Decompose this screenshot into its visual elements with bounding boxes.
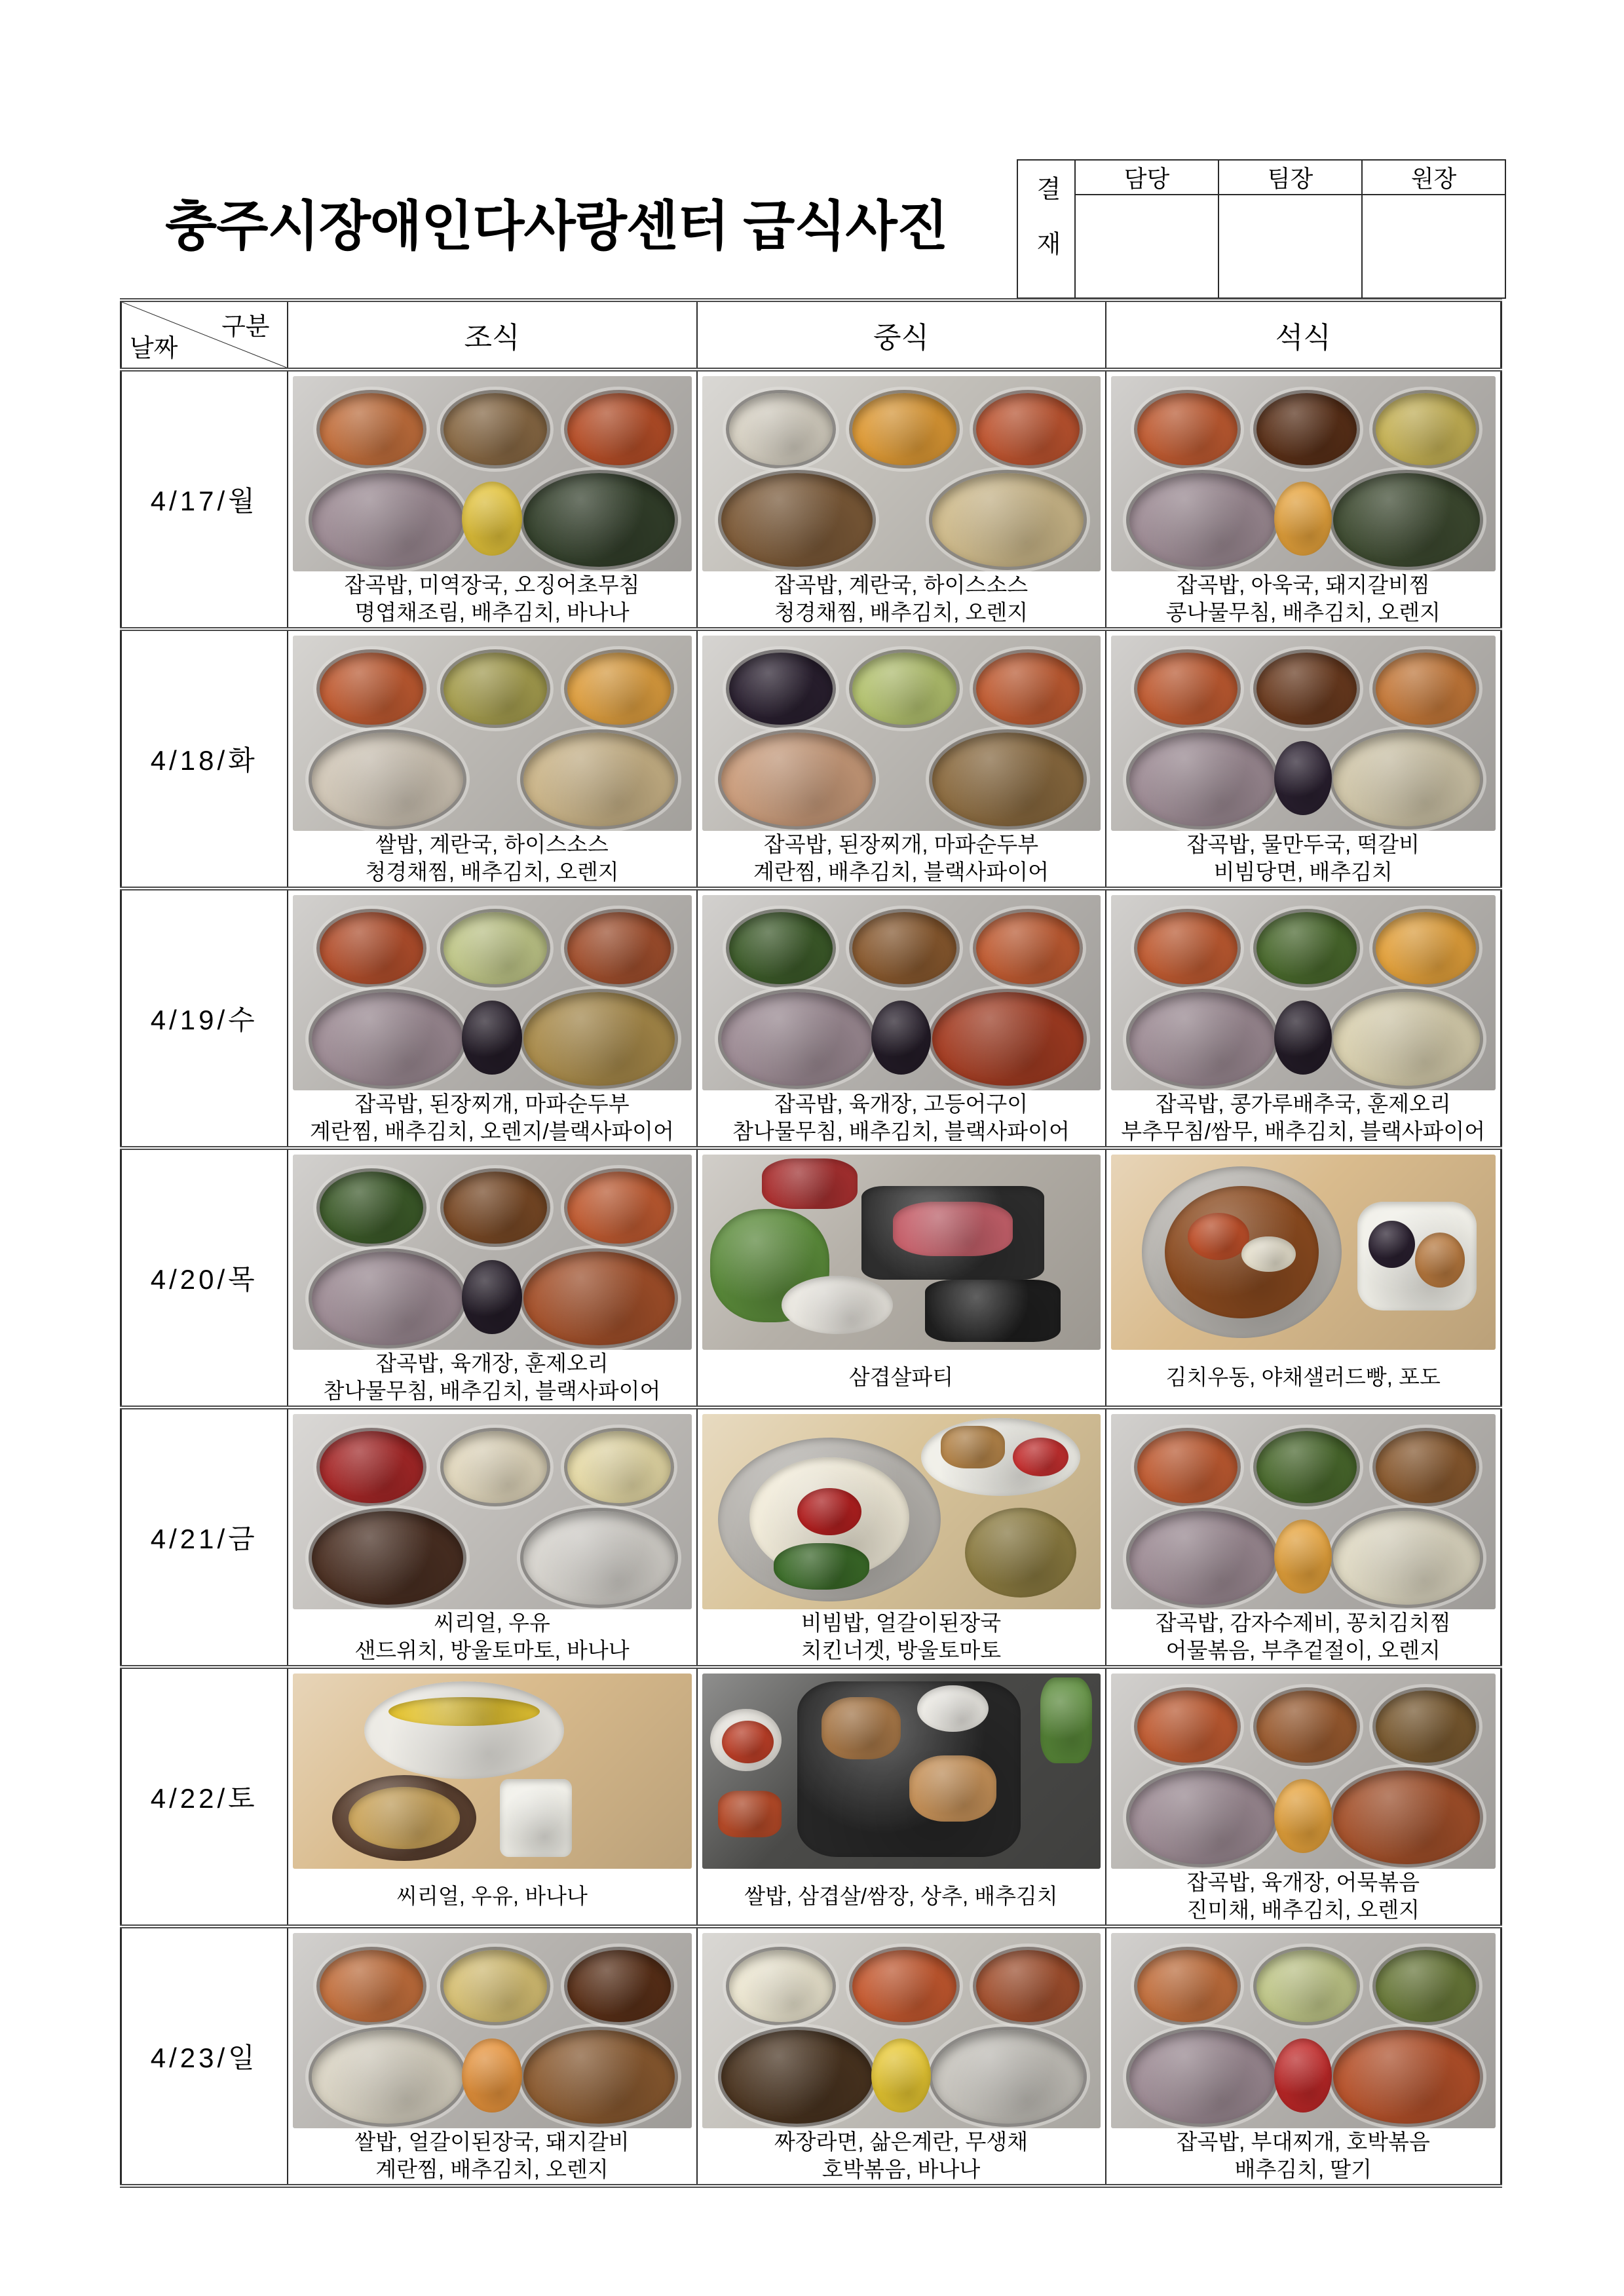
food-accent [1274, 1520, 1332, 1594]
food-bowl [718, 729, 876, 830]
meal-photo [1111, 895, 1496, 1090]
food-bowl [1253, 649, 1360, 728]
food-accent [1274, 1001, 1332, 1075]
food-bowl [1372, 1947, 1479, 2025]
menu-row [121, 1667, 1501, 1926]
food-bowl [564, 1428, 674, 1506]
meal-photo [293, 636, 692, 831]
menu-row [121, 370, 1501, 629]
food-bowl [316, 1168, 426, 1247]
food-accent [462, 482, 521, 556]
menu-text-line: 진미채, 배추김치, 오렌지 [1186, 1898, 1420, 1922]
food-bowl [1134, 1947, 1241, 2025]
menu-text-line: 잡곡밥, 육개장, 고등어구이 [774, 1092, 1029, 1116]
menu-header-row [121, 300, 1501, 370]
food-bowl [849, 649, 959, 728]
food-bowl [726, 909, 836, 987]
food-item [364, 1681, 564, 1779]
meal-cell [288, 370, 697, 629]
approval-signature-cell [1362, 195, 1505, 298]
menu-text-line: 비빔밥, 얼갈이된장국 [801, 1611, 1002, 1635]
food-accent [1274, 1779, 1332, 1853]
food-item [1013, 1438, 1068, 1477]
meal-photo [702, 1674, 1101, 1869]
meal-menu-text [1106, 1090, 1501, 1145]
food-bowl [849, 1947, 959, 2025]
food-bowl [564, 909, 674, 987]
approval-header-row [1017, 160, 1505, 195]
food-item [722, 1721, 774, 1764]
food-accent [871, 1001, 931, 1075]
date-cell: 4/20/목 [121, 1148, 288, 1407]
meal-cell [288, 1407, 697, 1667]
food-bowl [1330, 989, 1482, 1089]
food-bowl [726, 649, 836, 728]
menu-text-line: 잡곡밥, 육개장, 어묵볶음 [1186, 1870, 1420, 1894]
food-item [1369, 1221, 1415, 1268]
meal-photo [293, 1674, 692, 1869]
food-item [388, 1697, 540, 1727]
menu-text-line: 삼겹살파티 [848, 1365, 954, 1389]
food-bowl [929, 2027, 1087, 2127]
menu-text-line: 어물볶음, 부추겉절이, 오렌지 [1165, 1638, 1441, 1662]
date-cell: 4/17/월 [121, 370, 288, 629]
food-accent [1274, 741, 1332, 815]
food-bowl [1330, 2027, 1482, 2127]
meal-cell [697, 1148, 1106, 1407]
food-item [909, 1755, 997, 1822]
menu-row [121, 1926, 1501, 2186]
menu-text-line: 계란찜, 배추김치, 오렌지 [375, 2157, 609, 2181]
meal-menu-text [1106, 2128, 1501, 2183]
meal-menu-text [1106, 1350, 1501, 1405]
food-bowl [564, 390, 674, 469]
food-bowl [309, 470, 466, 570]
food-bowl [1372, 1687, 1479, 1766]
meal-menu-text [698, 1350, 1105, 1405]
meal-cell [1106, 889, 1501, 1148]
meal-cell [288, 1148, 697, 1407]
menu-text-line: 비빔당면, 배추김치 [1213, 860, 1393, 884]
meal-photo [293, 1933, 692, 2128]
food-bowl [316, 649, 426, 728]
menu-text-line: 호박볶음, 바나나 [821, 2157, 981, 2181]
meal-cell [697, 629, 1106, 889]
meal-menu-text [1106, 1609, 1501, 1664]
food-bowl [718, 470, 876, 570]
meal-cell [697, 1667, 1106, 1926]
approval-signature-row [1017, 195, 1505, 298]
menu-table [120, 298, 1502, 2188]
food-bowl [1372, 390, 1479, 469]
food-bowl [1126, 470, 1279, 570]
meal-menu-text [1106, 831, 1501, 886]
column-header-lunch: 중식 [697, 300, 1106, 370]
corner-label-category: 구분 [221, 313, 270, 341]
menu-text-line: 치킨너겟, 방울토마토 [801, 1638, 1002, 1662]
food-bowl [520, 470, 678, 570]
menu-text-line: 청경채찜, 배추김치, 오렌지 [365, 860, 619, 884]
meal-photo [702, 1414, 1101, 1609]
meal-menu-text [698, 571, 1105, 626]
meal-photo [702, 636, 1101, 831]
meal-menu-text [1106, 1869, 1501, 1924]
food-item [500, 1779, 572, 1857]
meal-photo [293, 1414, 692, 1609]
meal-cell [288, 629, 697, 889]
menu-text-line: 잡곡밥, 계란국, 하이스소스 [774, 573, 1029, 597]
meal-photo [1111, 1933, 1496, 2128]
food-accent [462, 2038, 521, 2113]
food-item [774, 1543, 869, 1590]
food-bowl [316, 390, 426, 469]
approval-table [1017, 159, 1506, 299]
meal-cell [697, 1926, 1106, 2186]
menu-text-line: 잡곡밥, 된장찌개, 마파순두부 [354, 1092, 630, 1116]
meal-cell [697, 889, 1106, 1148]
food-bowl [929, 989, 1087, 1089]
meal-photo [1111, 1155, 1496, 1350]
food-accent [462, 1001, 521, 1075]
food-bowl [1134, 1687, 1241, 1766]
menu-text-line: 배추김치, 딸기 [1234, 2157, 1372, 2181]
corner-label-date: 날짜 [130, 335, 178, 362]
menu-row [121, 1407, 1501, 1667]
meal-photo [1111, 376, 1496, 571]
meal-cell [1106, 1667, 1501, 1926]
food-bowl [1126, 2027, 1279, 2127]
food-bowl [440, 909, 550, 987]
food-bowl [718, 989, 876, 1089]
food-item [762, 1158, 858, 1209]
food-bowl [564, 1947, 674, 2025]
food-bowl [309, 1248, 466, 1349]
meal-cell [288, 1667, 697, 1926]
food-bowl [849, 390, 959, 469]
meal-photo [293, 376, 692, 571]
date-cell: 4/23/일 [121, 1926, 288, 2186]
food-bowl [440, 1168, 550, 1247]
food-bowl [1126, 1767, 1279, 1867]
food-bowl [309, 729, 466, 830]
menu-text-line: 콩나물무침, 배추김치, 오렌지 [1165, 600, 1441, 624]
meal-photo [293, 895, 692, 1090]
menu-text-line: 잡곡밥, 부대찌개, 호박볶음 [1176, 2130, 1430, 2154]
menu-row [121, 889, 1501, 1148]
meal-photo [702, 376, 1101, 571]
menu-text-line: 씨리얼, 우유, 바나나 [396, 1884, 588, 1908]
corner-cell [121, 300, 288, 370]
food-item [821, 1697, 901, 1759]
meal-menu-text [288, 2128, 696, 2183]
approval-signature-cell [1075, 195, 1218, 298]
food-bowl [929, 470, 1087, 570]
meal-cell [288, 1926, 697, 2186]
food-accent [871, 2038, 931, 2113]
menu-text-line: 잡곡밥, 물만두국, 떡갈비 [1186, 832, 1420, 856]
food-bowl [973, 1947, 1083, 2025]
menu-text-line: 부추무침/쌈무, 배추김치, 블랙사파이어 [1121, 1119, 1486, 1143]
food-item [925, 1280, 1061, 1342]
food-item [349, 1787, 461, 1849]
food-bowl [440, 1428, 550, 1506]
food-bowl [973, 390, 1083, 469]
food-bowl [1126, 1508, 1279, 1608]
meal-menu-text [288, 571, 696, 626]
food-bowl [1253, 909, 1360, 987]
approval-stamp-cell [1017, 160, 1075, 298]
meal-cell [288, 889, 697, 1148]
meal-photo [1111, 636, 1496, 831]
approval-stamp-label: 결재 [1032, 176, 1060, 286]
food-item [1188, 1213, 1249, 1260]
food-bowl [1134, 909, 1241, 987]
food-bowl [973, 909, 1083, 987]
food-bowl [1126, 989, 1279, 1089]
approval-column-wonjang: 원장 [1362, 160, 1505, 195]
food-item [718, 1791, 782, 1838]
menu-row [121, 1148, 1501, 1407]
menu-text-line: 잡곡밥, 콩가루배추국, 훈제오리 [1155, 1092, 1451, 1116]
food-bowl [849, 909, 959, 987]
meal-photo [702, 1155, 1101, 1350]
food-bowl [1126, 729, 1279, 830]
food-item [1415, 1233, 1465, 1287]
food-bowl [718, 2027, 876, 2127]
food-item [1241, 1236, 1295, 1272]
food-accent [462, 1260, 521, 1334]
date-cell: 4/22/토 [121, 1667, 288, 1926]
food-item [893, 1202, 1012, 1256]
food-bowl [1134, 1428, 1241, 1506]
food-bowl [520, 729, 678, 830]
meal-menu-text [288, 831, 696, 886]
meal-menu-text [288, 1090, 696, 1145]
food-item [797, 1488, 861, 1535]
menu-text-line: 계란찜, 배추김치, 블랙사파이어 [753, 860, 1049, 884]
meal-photo [702, 895, 1101, 1090]
meal-cell [697, 370, 1106, 629]
food-bowl [316, 1428, 426, 1506]
food-bowl [1330, 470, 1482, 570]
food-bowl [1372, 909, 1479, 987]
food-bowl [1330, 1767, 1482, 1867]
meal-menu-text [698, 1869, 1105, 1924]
food-bowl [929, 729, 1087, 830]
food-bowl [316, 1947, 426, 2025]
menu-text-line: 참나물무침, 배추김치, 블랙사파이어 [732, 1119, 1070, 1143]
food-bowl [309, 1508, 466, 1608]
menu-text-line: 잡곡밥, 아욱국, 돼지갈비찜 [1176, 573, 1430, 597]
meal-menu-text [698, 1090, 1105, 1145]
menu-text-line: 청경채찜, 배추김치, 오렌지 [774, 600, 1029, 624]
approval-signature-cell [1218, 195, 1362, 298]
food-accent [1274, 2038, 1332, 2113]
menu-text-line: 샌드위치, 방울토마토, 바나나 [354, 1638, 630, 1662]
food-bowl [564, 649, 674, 728]
menu-text-line: 참나물무침, 배추김치, 블랙사파이어 [323, 1379, 661, 1403]
meal-cell [1106, 370, 1501, 629]
food-item [965, 1508, 1076, 1598]
food-bowl [309, 2027, 466, 2127]
menu-text-line: 씨리얼, 우유 [434, 1611, 550, 1635]
menu-text-line: 쌀밥, 계란국, 하이스소스 [375, 832, 609, 856]
menu-text-line: 잡곡밥, 육개장, 훈제오리 [375, 1351, 609, 1375]
menu-text-line: 잡곡밥, 미역장국, 오징어초무침 [344, 573, 640, 597]
meal-menu-text [1106, 571, 1501, 626]
food-bowl [520, 989, 678, 1089]
meal-photo [293, 1155, 692, 1350]
meal-menu-text [698, 2128, 1105, 2183]
food-item [782, 1276, 893, 1334]
food-bowl [440, 1947, 550, 2025]
food-item [941, 1426, 1004, 1469]
food-bowl [1330, 729, 1482, 830]
food-bowl [1253, 1687, 1360, 1766]
column-header-breakfast: 조식 [288, 300, 697, 370]
meal-menu-text [288, 1609, 696, 1664]
meal-cell [697, 1407, 1106, 1667]
meal-menu-text [288, 1350, 696, 1405]
page-title: 충주시장애인다사랑센터 급식사진 [165, 197, 948, 256]
food-bowl [1253, 390, 1360, 469]
food-bowl [1134, 390, 1241, 469]
date-cell: 4/19/수 [121, 889, 288, 1148]
meal-cell [1106, 1148, 1501, 1407]
meal-cell [1106, 1926, 1501, 2186]
food-item [917, 1685, 989, 1732]
column-header-dinner: 석식 [1106, 300, 1501, 370]
food-bowl [1330, 1508, 1482, 1608]
food-accent [1274, 482, 1332, 556]
menu-text-line: 짜장라면, 삶은계란, 무생채 [774, 2130, 1029, 2154]
menu-text-line: 김치우동, 야채샐러드빵, 포도 [1165, 1365, 1441, 1389]
menu-text-line: 잡곡밥, 감자수제비, 꽁치김치찜 [1155, 1611, 1451, 1635]
food-bowl [520, 1508, 678, 1608]
menu-text-line: 잡곡밥, 된장찌개, 마파순두부 [763, 832, 1039, 856]
food-bowl [726, 1947, 836, 2025]
food-bowl [440, 390, 550, 469]
menu-text-line: 명엽채조림, 배추김치, 바나나 [354, 600, 630, 624]
meal-menu-text [288, 1869, 696, 1924]
meal-menu-text [698, 831, 1105, 886]
menu-table-body [121, 370, 1501, 2186]
meal-photo [702, 1933, 1101, 2128]
food-bowl [973, 649, 1083, 728]
menu-row [121, 629, 1501, 889]
meal-cell [1106, 1407, 1501, 1667]
food-bowl [1253, 1947, 1360, 2025]
food-bowl [1372, 649, 1479, 728]
menu-text-line: 쌀밥, 삼겹살/쌈장, 상추, 배추김치 [744, 1884, 1058, 1908]
food-bowl [440, 649, 550, 728]
approval-column-timjang: 팀장 [1218, 160, 1362, 195]
food-bowl [520, 1248, 678, 1349]
food-bowl [316, 909, 426, 987]
date-cell: 4/21/금 [121, 1407, 288, 1667]
approval-column-damdang: 담당 [1075, 160, 1218, 195]
food-bowl [520, 2027, 678, 2127]
date-cell: 4/18/화 [121, 629, 288, 889]
food-bowl [1372, 1428, 1479, 1506]
food-bowl [309, 989, 466, 1089]
food-bowl [1253, 1428, 1360, 1506]
meal-photo [1111, 1414, 1496, 1609]
menu-text-line: 쌀밥, 얼갈이된장국, 돼지갈비 [354, 2130, 630, 2154]
meal-cell [1106, 629, 1501, 889]
food-bowl [564, 1168, 674, 1247]
meal-menu-text [698, 1609, 1105, 1664]
meal-photo [1111, 1674, 1496, 1869]
food-bowl [1134, 649, 1241, 728]
menu-text-line: 계란찜, 배추김치, 오렌지/블랙사파이어 [310, 1119, 674, 1143]
food-bowl [726, 390, 836, 469]
food-item [1040, 1677, 1092, 1763]
